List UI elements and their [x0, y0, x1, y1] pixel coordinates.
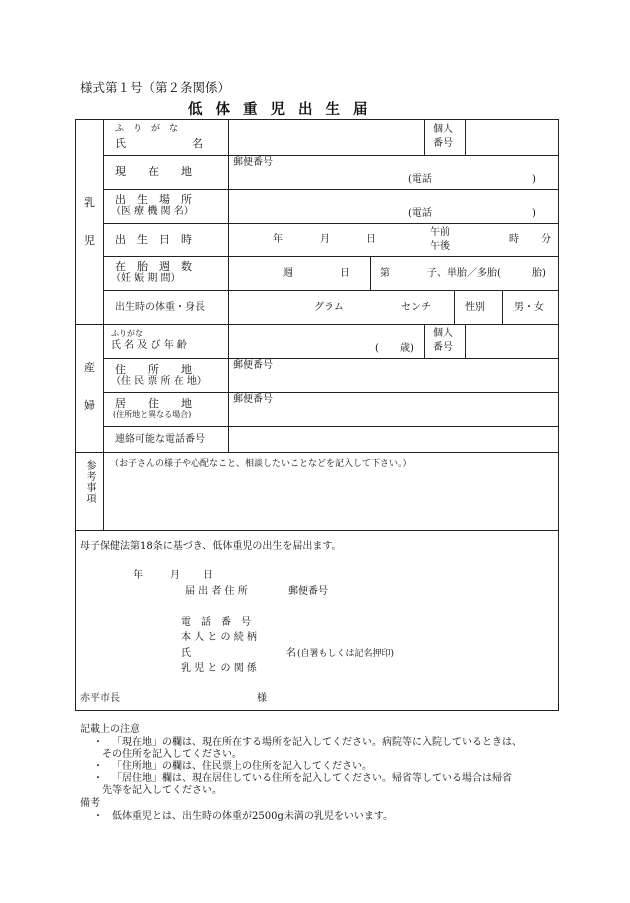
decl-month: 月 — [170, 570, 180, 581]
note-bullet-1: ・ — [93, 737, 103, 748]
section-label-remarks: 参考事項 — [84, 460, 95, 504]
parent-id-field[interactable] — [466, 325, 558, 358]
infant-birthplace-tel-label: (電話 — [408, 208, 432, 219]
section-label-infant-2: 児 — [84, 234, 95, 247]
sex-value[interactable]: 男・女 — [514, 302, 544, 313]
remarks-hint: （お子さんの様子や心配なこと、相談したいことなどを記入して下さい。） — [110, 459, 412, 469]
biko-bullet: ・ — [93, 811, 103, 822]
infant-id-field[interactable] — [466, 120, 558, 155]
height-cm: センチ — [401, 302, 431, 313]
note-item-1: 「現在地」の欄は、現在所在する場所を記入してください。病院等に入院しているときは、 — [112, 737, 522, 748]
infant-birthplace-tel-close: ) — [532, 208, 536, 219]
relation-self-label: 本 人 と の 続 柄 — [181, 632, 257, 643]
parent-address-field[interactable] — [229, 359, 558, 392]
parent-address-sub: （住 民 票 所 在 地） — [111, 376, 207, 387]
remarks-field[interactable] — [104, 453, 558, 530]
gestation-week: 週 — [283, 268, 293, 279]
biko-item: 低体重児とは、出生時の体重が2500g未満の乳児をいいます。 — [112, 811, 394, 822]
infant-gestation-label: 在 胎 週 数 — [115, 260, 192, 273]
submitter-phone-label: 電 話 番 号 — [181, 617, 251, 628]
infant-birth-datetime-field[interactable] — [229, 224, 558, 256]
infant-tel-close: ) — [532, 174, 536, 185]
parent-kojin-label: 個人 — [433, 328, 453, 339]
weight-height-field[interactable] — [229, 291, 454, 324]
parent-postal-label-2: 郵便番号 — [233, 394, 273, 405]
notes-heading: 記載上の注意 — [80, 724, 140, 735]
infant-furigana-label: ふ り が な — [115, 124, 179, 134]
birth-order-dai: 第 — [380, 268, 390, 279]
parent-contact-field[interactable] — [229, 427, 558, 452]
declaration-statement: 母子保健法第18条に基づき、低体重児の出生を届出ます。 — [80, 541, 342, 552]
parent-bangou-label: 番号 — [433, 342, 453, 353]
parent-age-open: ( — [375, 343, 379, 354]
birth-order-field[interactable] — [371, 257, 558, 290]
parent-name-age-label: 氏 名 及 び 年 齢 — [111, 340, 187, 351]
section-label-infant-1: 乳 — [84, 196, 95, 209]
note-item-3: 「居住地」欄は、現在居住している住所を記入してください。帰省等している場合は帰省 — [112, 773, 512, 784]
submitter-name-right: 名 — [286, 648, 296, 659]
parent-postal-label: 郵便番号 — [233, 360, 273, 371]
tai-label: 胎) — [532, 268, 546, 279]
section-label-parent-1: 産 — [84, 361, 95, 374]
infant-name-field[interactable] — [229, 120, 424, 155]
parent-furigana-label: ふりがな — [111, 329, 143, 338]
relation-infant-label: 乳 児 と の 関 係 — [181, 663, 257, 674]
birth-am: 午前 — [430, 227, 450, 238]
infant-gestation-sub: （妊 娠 期 間） — [111, 273, 181, 284]
weight-gram: グラム — [314, 302, 344, 313]
form-number: 様式第１号（第２条関係） — [80, 80, 231, 95]
note-item-3-cont: 先等を記入してください。 — [102, 785, 222, 796]
infant-birthplace-label: 出 生 場 所 — [115, 193, 192, 206]
mayor-sama: 様 — [257, 693, 267, 704]
birth-minute: 分 — [541, 234, 551, 245]
parent-age-close: 歳) — [400, 343, 414, 354]
infant-name-label: 氏 名 — [115, 137, 203, 150]
parent-residence-field[interactable] — [229, 393, 558, 426]
infant-current-address-field[interactable] — [229, 156, 558, 189]
infant-kojin-label: 個人 — [433, 124, 453, 135]
submitter-address-label: 届 出 者 住 所 — [185, 586, 248, 597]
parent-address-label: 住 所 地 — [115, 363, 192, 376]
note-bullet-2: ・ — [93, 761, 103, 772]
infant-current-address-label: 現 在 地 — [115, 165, 192, 178]
gestation-field[interactable] — [229, 257, 370, 290]
infant-birthplace-sub: （医 療 機 関 名） — [111, 206, 194, 217]
biko-heading: 備考 — [80, 798, 100, 809]
mayor-label: 赤平市長 — [80, 693, 120, 704]
birth-pm: 午後 — [430, 241, 450, 252]
note-item-1-cont: その住所を記入してください。 — [102, 749, 242, 760]
note-item-2: 「住所地」の欄は、住民票上の住所を記入してください。 — [112, 761, 372, 772]
infant-postal-label: 郵便番号 — [233, 157, 273, 168]
section-label-parent-2: 婦 — [84, 399, 95, 412]
parent-residence-sub: (住所地と異なる場合) — [113, 410, 192, 419]
submitter-name-left: 氏 — [181, 648, 191, 659]
infant-tel-label: (電話 — [408, 174, 432, 185]
single-multi-label: 子、単胎／多胎( — [427, 268, 501, 279]
infant-birthplace-field[interactable] — [229, 190, 558, 223]
sex-label: 性別 — [465, 302, 485, 313]
form-title: 低体重児出生届 — [188, 101, 381, 118]
submitter-postal-label: 郵便番号 — [288, 586, 328, 597]
note-bullet-3: ・ — [93, 773, 103, 784]
birth-month: 月 — [320, 234, 330, 245]
infant-bangou-label: 番号 — [433, 138, 453, 149]
birth-year: 年 — [273, 234, 283, 245]
birth-day: 日 — [366, 234, 376, 245]
decl-year: 年 — [133, 570, 143, 581]
infant-weight-label: 出生時の体重・身長 — [115, 302, 205, 313]
infant-birth-datetime-label: 出 生 日 時 — [115, 233, 192, 246]
parent-contact-label: 連絡可能な電話番号 — [115, 434, 205, 445]
birth-hour: 時 — [509, 234, 519, 245]
parent-name-field[interactable] — [229, 325, 424, 358]
decl-day: 日 — [203, 570, 213, 581]
submitter-name-note: (自署もしくは記名押印) — [297, 649, 395, 659]
gestation-day: 日 — [340, 268, 350, 279]
parent-residence-label: 居 住 地 — [115, 397, 192, 410]
